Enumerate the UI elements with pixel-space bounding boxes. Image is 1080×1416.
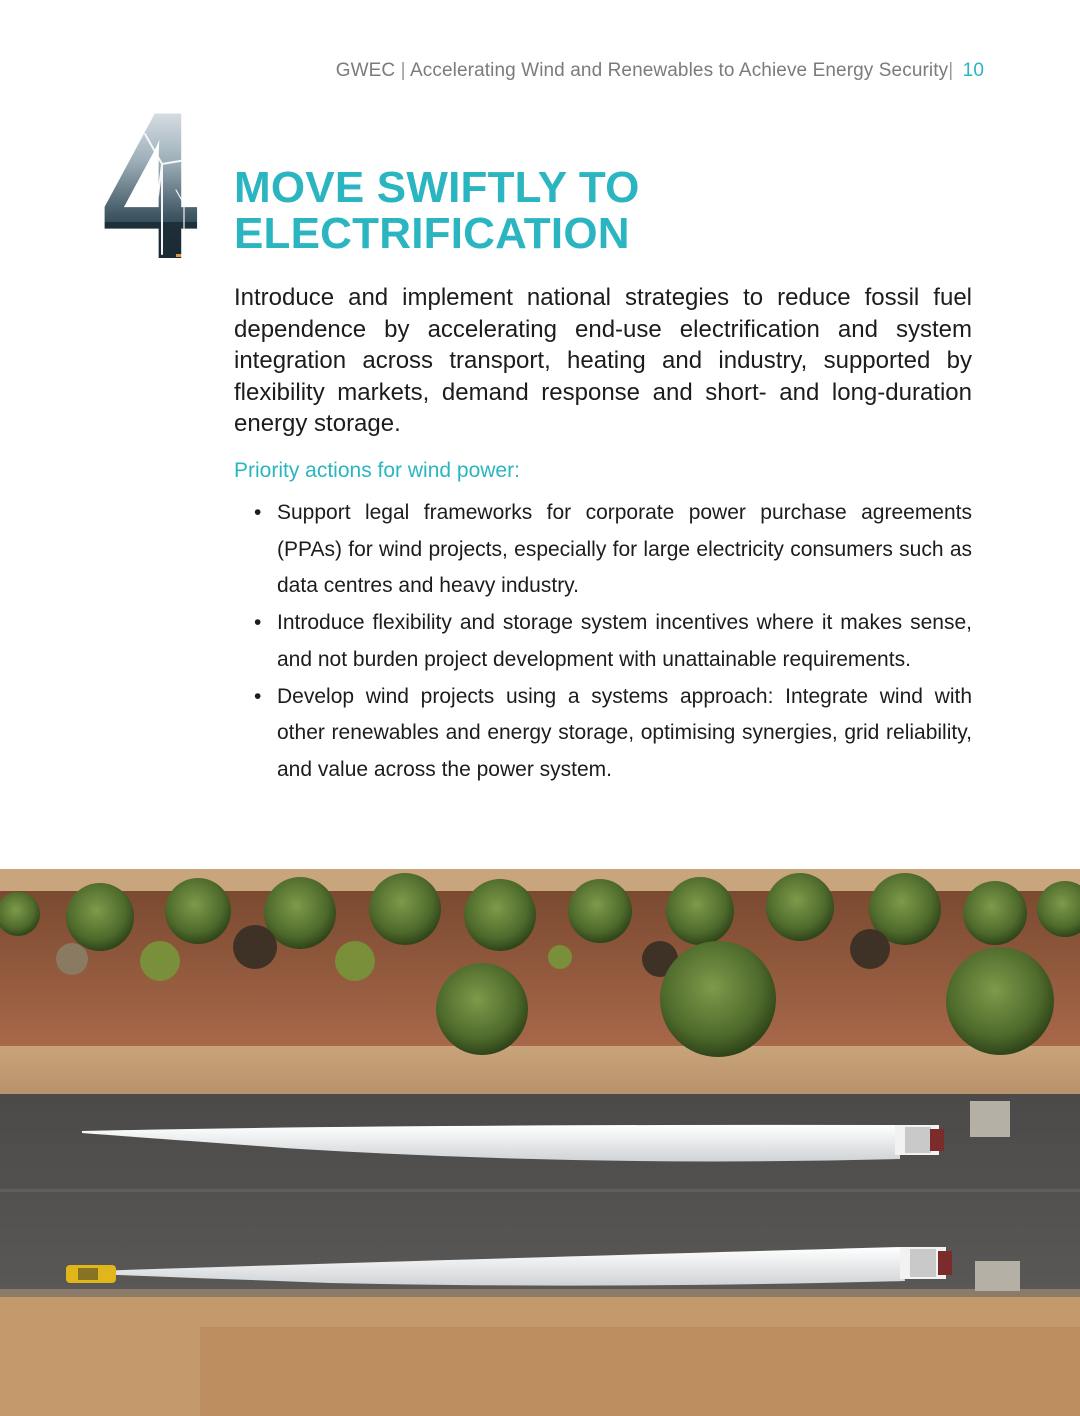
list-item (234, 605, 972, 678)
bullet-icon: • (254, 684, 262, 708)
intro-paragraph: Introduce and implement national strategies to reduce fossil fuel dependence by accelerating end-use electrification and system integration across transport, heating and industry, supported by flexibility markets, demand response and short- and long-duration energy storage. (234, 284, 972, 437)
running-header (336, 60, 984, 82)
section-title-line2: ELECTRIFICATION (234, 209, 630, 258)
header-report-title: Accelerating Wind and Renewables to Achieve Energy Security (410, 60, 949, 81)
header-org: GWEC (335, 60, 396, 81)
aerial-blade-transport-photo (0, 869, 1080, 1416)
list-item (234, 679, 972, 789)
list-item-text: Introduce flexibility and storage system incentives where it makes sense, and not burden project development with unattainable requirements. (277, 611, 972, 671)
priority-actions-list (234, 495, 972, 789)
bullet-icon: • (254, 611, 262, 635)
priority-heading: Priority actions for wind power: (234, 459, 520, 482)
section-title (234, 165, 994, 257)
section-number-graphic (100, 104, 200, 264)
header-separator: | (400, 60, 406, 81)
list-item-text: Develop wind projects using a systems approach: Integrate wind with other renewables and energy storage, optimising synergies, grid reliability, and value across the power system. (277, 684, 972, 781)
section-title-line1: MOVE SWIFTLY TO (234, 163, 640, 212)
bullet-icon: • (254, 501, 262, 524)
list-item (234, 495, 972, 605)
list-item-text: Support legal frameworks for corporate power purchase agreements (PPAs) for wind projects, especially for large electricity consumers such as data centres and heavy industry. (277, 501, 972, 598)
page-number: 10 (962, 60, 984, 81)
header-separator-2: | (948, 60, 954, 81)
